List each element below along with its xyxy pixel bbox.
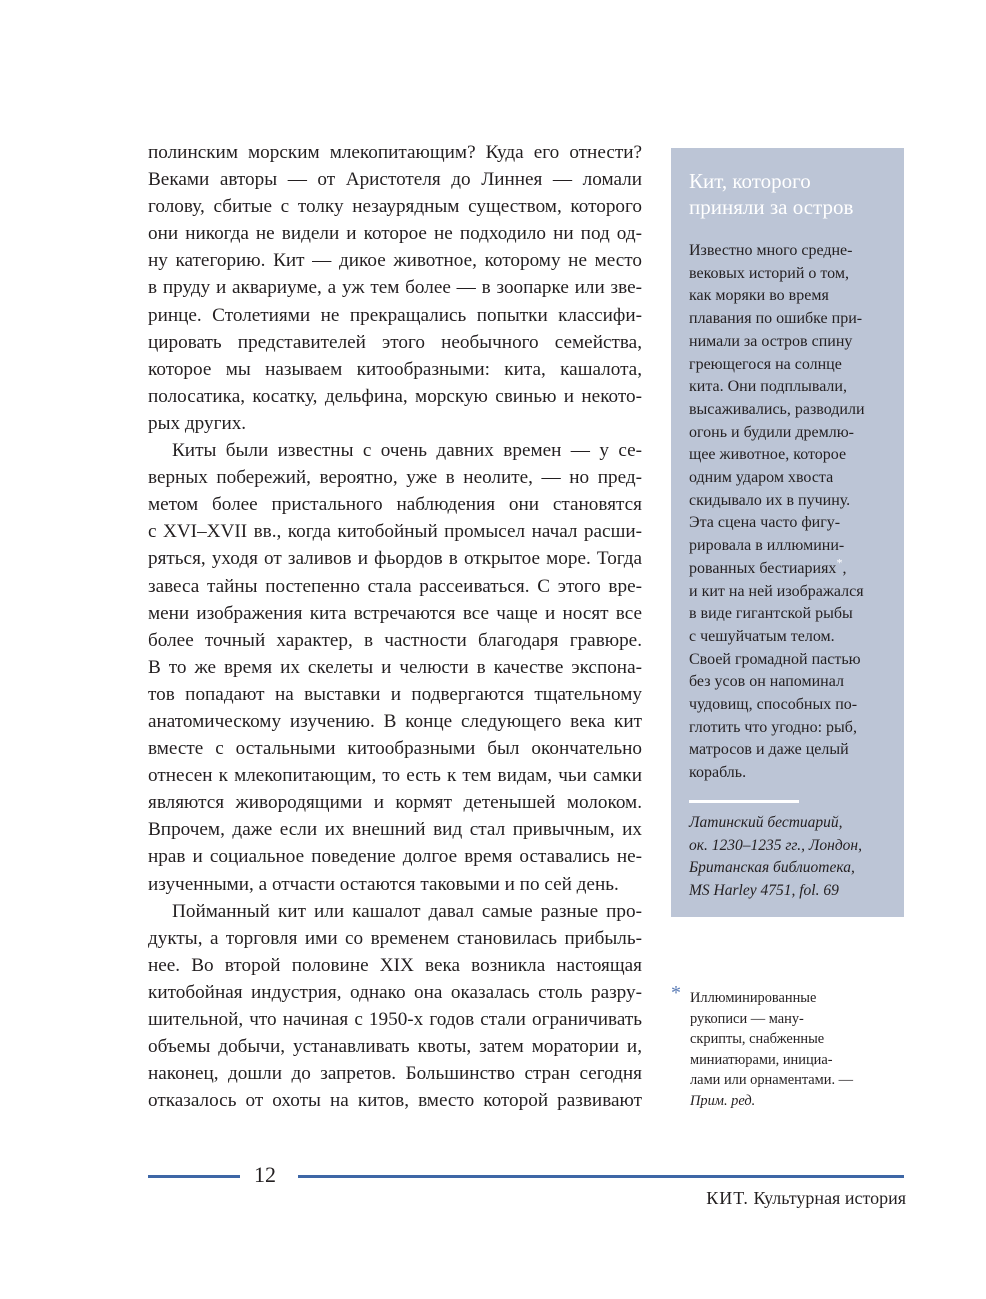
text-line: завеса тайны постепенно стала рассеиваться. С этого вре- [148, 575, 642, 597]
text-line: они никогда не видели и которое не подходило ни под од- [148, 223, 642, 245]
sidebar-body-line: кита. Они подплывали, [689, 378, 847, 396]
text-line: Веками авторы — от Аристотеля до Линнея — ломали [148, 169, 642, 191]
footnote-ref-asterisk-icon: * [836, 555, 843, 570]
text-line: нее. Во второй половине XIX века возникла настоящая [148, 954, 642, 976]
sidebar-body-line: Известно много средне- [689, 242, 853, 259]
text-line: ряться, уходя от заливов и фьордов в открытое море. Тогда [148, 548, 642, 570]
text-line: ринце. Столетиями не прекращались попытки классифи- [148, 304, 642, 326]
footnote-line: скрипты, снабженные [690, 1031, 825, 1047]
sidebar-body-line: щее животное, которое [689, 446, 847, 464]
footnote-asterisk-icon: * [671, 982, 681, 1004]
text-line: метом более пристального наблюдения они становятся [148, 494, 642, 516]
sidebar-body-line: Эта сцена часто фигу- [689, 514, 841, 532]
sidebar-body-line [689, 555, 894, 581]
text-line: которое мы называем китообразными: кита, кашалота, [148, 358, 642, 380]
sidebar-body-line: глотить что угодно: рыб, [689, 718, 857, 736]
footnote-line: миниатюрами, инициа- [690, 1051, 833, 1068]
main-text-column [148, 139, 642, 1114]
text-line: анатомическому изучению. В конце следующего века кит [148, 710, 642, 732]
book-subtitle: Культурная история [753, 1188, 906, 1208]
text-line: с XVI–XVII вв., когда китобойный промысел начал расши- [148, 521, 642, 543]
text-line: ну категорию. Кит — дикое животное, которому не место [148, 250, 642, 272]
footer-rule-left [148, 1175, 240, 1178]
text-line: цировать представителей этого необычного семейства, [148, 331, 642, 353]
sidebar-body-line: нимали за остров спину [689, 332, 853, 350]
caption-line: Британская библиотека, [689, 859, 855, 876]
text-line: Киты были известны с очень давних времен — у се- [172, 440, 642, 462]
sidebar-caption [689, 812, 899, 902]
footnote-note-label: Прим. ред. [690, 1092, 756, 1109]
sidebar-divider [689, 800, 799, 803]
sidebar-body [689, 240, 894, 785]
sidebar-body-line: вековых историй о том, [689, 264, 849, 282]
text-line: вместе с остальными китообразными был окончательно [148, 738, 642, 760]
text-line: шительной, что начиная с 1950-х годов стали ограничивать [148, 1009, 642, 1030]
caption-line: MS Harley 4751, fol. 69 [689, 881, 839, 899]
sidebar-body-line: с чешуйчатым телом. [689, 627, 835, 645]
sidebar-body-text: рованных бестиариях [689, 559, 837, 577]
sidebar-body-line: в виде гигантской рыбы [689, 605, 853, 623]
footnote-line: рукописи — ману- [690, 1010, 804, 1027]
text-line: нрав и социальное поведение долгое время оставались не- [148, 846, 642, 868]
text-line: отнесен к млекопитающим, то есть к тем видам, чьи самки [148, 765, 642, 787]
text-line: наконец, дошли до запретов. Большинство стран сегодня [148, 1063, 642, 1085]
footnote-line: Иллюминированные [690, 990, 817, 1006]
sidebar-body-line: рировала в иллюмини- [689, 537, 845, 555]
sidebar-title [689, 168, 894, 220]
sidebar-body-line: без усов он напоминал [689, 673, 844, 691]
sidebar-title-line: Кит, которого [689, 169, 811, 193]
text-line: в пруду и аквариуме, а уж тем более — в зоопарке или зве- [148, 277, 642, 299]
sidebar-body-line: плавания по ошибке при- [689, 310, 863, 328]
text-line: верных побережий, вероятно, уже в неолите, — но пред- [148, 467, 642, 489]
sidebar-body-line: высаживались, разводили [689, 400, 865, 418]
text-line: китобойная индустрия, однако она оказалась столь разру- [148, 981, 642, 1003]
running-head [706, 1186, 906, 1210]
sidebar-body-line: матросов и даже целый [689, 741, 849, 759]
text-line: объемы добычи, устанавливать квоты, затем моратории и, [148, 1036, 642, 1058]
text-line: Пойманный кит или кашалот давал самые разные про- [172, 900, 642, 922]
text-line: Впрочем, даже если их внешний вид стал привычным, их [148, 819, 642, 841]
sidebar-body-line: и кит на ней изображался [689, 582, 864, 600]
page-number: 12 [254, 1162, 276, 1187]
footnote [690, 988, 890, 1111]
text-line: изученными, а отчасти остаются таковыми и по сей день. [148, 873, 619, 895]
sidebar-body-line: Своей громадной пастью [689, 650, 861, 668]
sidebar-body-punct: , [842, 559, 847, 577]
footer-rule-right [298, 1175, 904, 1178]
text-line: голову, сбитые с толку незаурядным существом, которого [148, 196, 642, 218]
text-line: являются живородящими и кормят детенышей молоком. [148, 792, 642, 814]
text-line: тов попадают на выставки и подвергаются тщательному [148, 683, 642, 705]
sidebar-title-line: приняли за остров [689, 195, 854, 219]
sidebar-body-line: скидывало их в пучину. [689, 491, 851, 509]
text-line: более точный характер, в частности благодаря гравюре. [148, 629, 642, 651]
text-line: В то же время их скелеты и челюсти в качестве экспона- [148, 656, 642, 678]
sidebar-body-line: греющегося на солнце [689, 355, 842, 373]
sidebar-body-line: чудовищ, способных по- [689, 696, 858, 714]
caption-line: Латинский бестиарий, [689, 814, 843, 831]
text-line: полосатика, косатку, дельфина, морскую свинью и некото- [148, 385, 642, 407]
book-title: КИТ. [706, 1188, 749, 1208]
sidebar-box [671, 148, 904, 917]
sidebar-body-line: огонь и будили дремлю- [689, 423, 854, 441]
sidebar-body-line: как моряки во время [689, 287, 829, 305]
text-line: полинским морским млекопитающим? Куда его отнести? [148, 142, 642, 163]
text-line: рых других. [148, 412, 247, 434]
text-line: дукты, а торговля ими со временем становилась прибыль- [148, 927, 642, 949]
sidebar-body-line: корабль. [689, 764, 747, 782]
text-line: мени изображения кита встречаются все чаще и носят все [148, 602, 642, 624]
footnote-line: лами или орнаментами. — [690, 1072, 854, 1088]
sidebar-body-line: одним ударом хвоста [689, 469, 834, 487]
text-line: отказалось от охоты на китов, вместо которой развивают [148, 1090, 642, 1112]
caption-line: ок. 1230–1235 гг., Лондон, [689, 836, 862, 854]
